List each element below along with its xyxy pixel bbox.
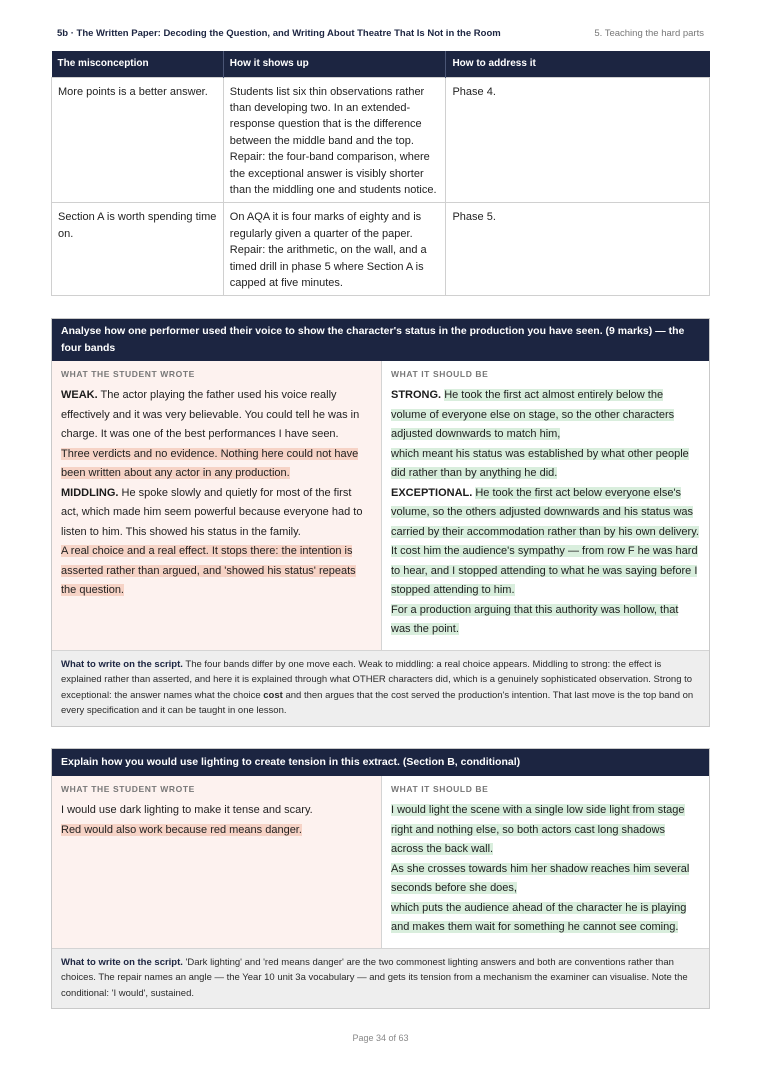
shows-up-cell: On AQA it is four marks of eighty and is regularly given a quarter of the paper. Repair: the arithmetic, on the wall, and a timed drill in phase 5 where Section A is capped at five minutes. xyxy=(223,203,446,296)
student-wrote-column xyxy=(52,776,382,948)
address-cell: Phase 4. xyxy=(446,77,710,203)
misconception-cell: Section A is worth spending time on. xyxy=(52,203,224,296)
card-question-title: Analyse how one performer used their voice to show the character's status in the production you have seen. (9 marks) — the four bands xyxy=(52,319,709,361)
table-header-row xyxy=(52,51,710,77)
column-header-address: How to address it xyxy=(446,51,710,77)
table-row xyxy=(52,203,710,296)
student-sentence-1: I would use dark lighting to make it tense and scary. xyxy=(61,804,313,816)
strong-sentence-1: He took the first act almost entirely below the volume of everyone else on stage, so the other characters adjusted downwards to match him, xyxy=(391,389,675,440)
card-question-title: Explain how you would use lighting to create tension in this extract. (Section B, conditional) xyxy=(52,749,709,776)
weak-note-text: Three verdicts and no evidence. Nothing here could not have been written about any actor in any production. xyxy=(61,447,359,479)
middling-note-text: A real choice and a real effect. It stops there: the intention is asserted rather than argued, and 'showed his status' repeats the question. xyxy=(61,545,356,596)
student-sentence-2-line xyxy=(61,821,372,841)
weak-note xyxy=(61,445,372,484)
misconception-cell: More points is a better answer. xyxy=(52,77,224,203)
column-header-shows-up: How it shows up xyxy=(223,51,446,77)
middling-answer xyxy=(61,484,372,543)
exceptional-answer xyxy=(391,484,700,543)
comparison-columns xyxy=(52,776,709,948)
should-sentence-1-line xyxy=(391,801,700,860)
middling-note xyxy=(61,542,372,601)
should-sentence-3: which puts the audience ahead of the character he is playing and makes them wait for something he cannot see coming. xyxy=(391,901,687,933)
comparison-columns xyxy=(52,361,709,650)
table-row xyxy=(52,77,710,203)
address-cell: Phase 5. xyxy=(446,203,710,296)
should-be-column xyxy=(382,776,709,948)
section-title: 5. Teaching the hard parts xyxy=(594,28,704,39)
weak-answer xyxy=(61,386,372,445)
exceptional-label: EXCEPTIONAL. xyxy=(391,486,473,499)
should-sentence-2: As she crosses towards him her shadow reaches him several seconds before she does, xyxy=(391,862,690,894)
script-note-label: What to write on the script. xyxy=(61,658,183,670)
four-bands-card xyxy=(51,318,710,727)
should-be-label: WHAT IT SHOULD BE xyxy=(391,784,489,794)
should-sentence-2-line xyxy=(391,860,700,899)
exceptional-sentence-1: He took the first act below everyone else's volume, so the others adjusted downwards and his status was carried by their accommodation rather than by his own delivery. xyxy=(391,486,699,538)
misconceptions-table xyxy=(51,51,710,296)
strong-sentence-2-line xyxy=(391,445,700,484)
column-header-misconception: The misconception xyxy=(52,51,224,77)
script-note-bold: cost xyxy=(263,689,283,701)
chapter-title: 5b · The Written Paper: Decoding the Question, and Writing About Theatre That Is Not in the Room xyxy=(57,28,501,39)
student-sentence-2: Red would also work because red means danger. xyxy=(61,823,302,836)
strong-label: STRONG. xyxy=(391,389,442,401)
script-note xyxy=(52,948,709,1009)
running-header xyxy=(51,28,710,42)
lighting-card xyxy=(51,748,710,1009)
strong-sentence-2: which meant his status was established by what other people did rather than by anything he did. xyxy=(391,447,689,479)
strong-answer xyxy=(391,386,700,445)
weak-label: WEAK. xyxy=(61,389,98,401)
student-wrote-label: WHAT THE STUDENT WROTE xyxy=(61,369,195,379)
should-sentence-3-line xyxy=(391,899,700,938)
script-note-text-1: The four bands differ by one move each. Weak to middling: a real choice appears. Middling to strong: the effect is explained rather than asserted, and here it is explained through what OTHER characters did, which is a genuinely sophisticated observation. Strong to exceptional: the answer names what the choice xyxy=(61,658,693,701)
exceptional-sentence-2: It cost him the audience's sympathy — from row F he was hard to hear, and I stopped attending to what he was saying before I stopped attending to him. xyxy=(391,545,698,596)
page-number: Page 34 of 63 xyxy=(352,1033,409,1043)
should-be-label: WHAT IT SHOULD BE xyxy=(391,369,489,379)
script-note-label: What to write on the script. xyxy=(61,956,183,968)
script-note-text: 'Dark lighting' and 'red means danger' are the two commonest lighting answers and both are conventions rather than choices. The repair names an angle — the Year 10 unit 3a vocabulary — and gets its tension from a mechanism the examiner can visualise. Note the conditional: 'I would', sustained. xyxy=(61,956,688,999)
exceptional-sentence-2-line xyxy=(391,542,700,601)
should-be-column xyxy=(382,361,709,650)
should-sentence-1: I would light the scene with a single low side light from stage right and nothing else, so both actors cast long shadows across the back wall. xyxy=(391,804,685,855)
student-wrote-column xyxy=(52,361,382,650)
middling-text: He spoke slowly and quietly for most of the first act, which made him seem powerful because everyone had to listen to him. This showed his status in the family. xyxy=(61,486,363,538)
script-note-text-2: and then argues that the cost served the production's intention. That last move is the top band on every specification and it can be taught in one lesson. xyxy=(61,689,694,716)
weak-text: The actor playing the father used his voice really effectively and it was very believable. You could tell he was in charge. It was one of the best performances I have seen. xyxy=(61,389,360,440)
script-note xyxy=(52,650,709,726)
shows-up-cell: Students list six thin observations rather than developing two. In an extended-response question that is the difference between the middle band and the top. Repair: the four-band comparison, where the exceptional answer is visibly shorter than the middling one and students notice. xyxy=(223,77,446,203)
middling-label: MIDDLING. xyxy=(61,486,119,499)
student-wrote-label: WHAT THE STUDENT WROTE xyxy=(61,784,195,794)
exceptional-sentence-3-line xyxy=(391,601,700,640)
exceptional-sentence-3: For a production arguing that this authority was hollow, that was the point. xyxy=(391,603,679,635)
